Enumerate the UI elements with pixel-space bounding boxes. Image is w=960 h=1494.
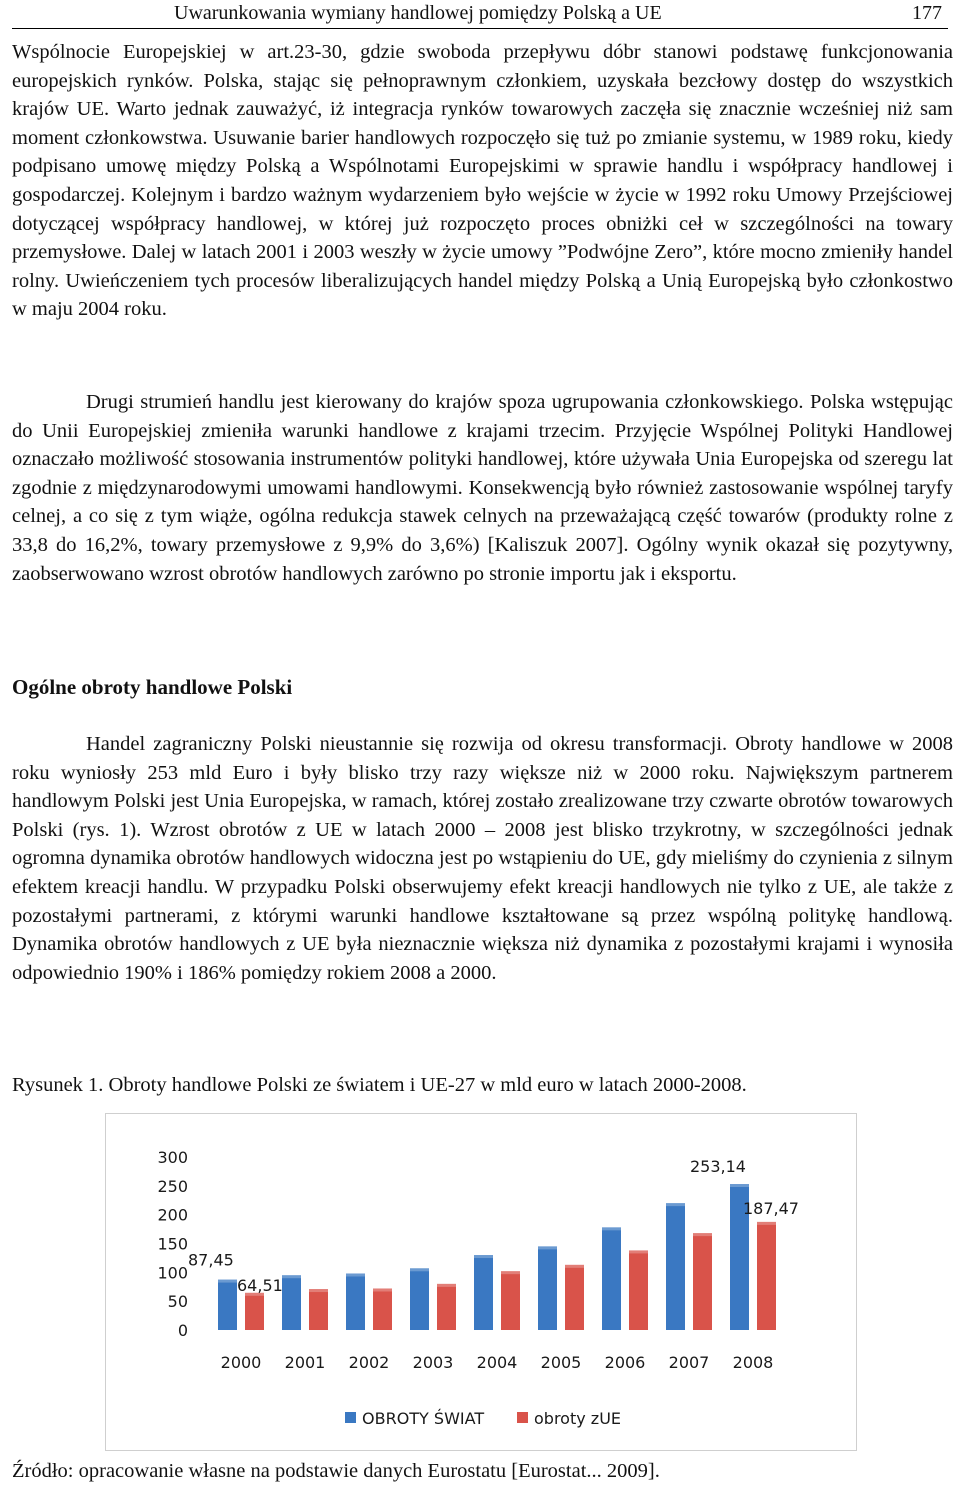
bar-world-2003	[410, 1268, 429, 1330]
bar-highlight-eu-2005	[565, 1265, 584, 1268]
legend-label-world: OBROTY ŚWIAT	[362, 1409, 485, 1428]
x-tick-label: 2003	[412, 1353, 454, 1372]
y-tick-label: 50	[167, 1292, 188, 1312]
bar-eu-2006	[629, 1250, 648, 1330]
bar-highlight-world-2005	[538, 1246, 557, 1249]
y-tick-label: 250	[157, 1176, 188, 1196]
bar-eu-2007	[693, 1233, 712, 1330]
bar-highlight-eu-2007	[693, 1233, 712, 1236]
bar-highlight-eu-2006	[629, 1250, 648, 1253]
bar-world-2000	[218, 1280, 237, 1330]
chart-canvas	[106, 1114, 856, 1450]
x-tick-label: 2004	[476, 1353, 518, 1372]
running-header	[12, 0, 948, 29]
bar-highlight-world-2000	[218, 1280, 237, 1283]
x-tick-label: 2001	[284, 1353, 326, 1372]
bar-highlight-eu-2002	[373, 1288, 392, 1291]
bar-highlight-eu-2004	[501, 1271, 520, 1274]
source-note: Źródło: opracowanie własne na podstawie danych Eurostatu [Eurostat... 2009].	[12, 1460, 660, 1482]
bar-highlight-world-2007	[666, 1203, 685, 1206]
x-tick-label: 2000	[220, 1353, 262, 1372]
data-label: 187,47	[743, 1198, 799, 1218]
x-tick-label: 2007	[668, 1353, 710, 1372]
paragraph-2: Drugi strumień handlu jest kierowany do krajów spoza ugrupowania członkowskiego. Polska wstępując do Unii Europejskiej zmieniła warunki handlowe z krajami trzecim. Przyjęcie Wspólnej Polityki Handlowej oznaczało możliwość stosowania instrumentów polityki handlowej, które używała Unia Europejska od szeregu lat zgodnie z międzynarodowymi umowami handlowymi. Konsekwencją było również zastosowanie wspólnej taryfy celnej, a co się z tym wiąże, ogólna redukcja stawek celnych na przeważającą część towarów (produkty rolne z 33,8 do 16,2%, towary przemysłowe z 9,9% do 3,6%) [Kaliszuk 2007]. Ogólny wynik okazał się pozytywny, zaobserwowano wzrost obrotów handlowych zarówno po stronie importu jak i eksportu.	[12, 391, 953, 585]
bar-world-2001	[282, 1275, 301, 1330]
data-label: 253,14	[690, 1157, 746, 1177]
y-tick-label: 200	[157, 1205, 188, 1225]
y-tick-label: 0	[177, 1321, 188, 1340]
bar-highlight-eu-2003	[437, 1284, 456, 1287]
paragraph-3: Handel zagraniczny Polski nieustannie się rozwija od okresu transformacji. Obroty handlowe w 2008 roku wyniosły 253 mld Euro i były blisko trzy razy większe niż w 2000 roku. Największym partnerem handlowym Polski jest Unia Europejska, w ramach, której zostało zrealizowane trzy czwarte obrotów towarowych Polski (rys. 1). Wzrost obrotów z UE w latach 2000 – 2008 jest blisko trzykrotny, w szczególności jednak ogromna dynamika obrotów handlowych widoczna jest po wstąpieniu do UE, gdy mieliśmy do czynienia z silnym efektem kreacji handlu. W przypadku Polski obserwujemy efekt kreacji handlowych nie tylko z UE, ale także z pozostałymi partnerami, z którymi warunki handlowe kształtowane są przez wspólną politykę handlową. Dynamika obrotów handlowych z UE była nieznacznie większa niż dynamika z pozostałymi krajami i wynosiła odpowiednio 190% i 186% pomiędzy rokiem 2008 a 2000.	[12, 733, 953, 984]
y-tick-label: 300	[157, 1148, 188, 1167]
running-title: Uwarunkowania wymiany handlowej pomiędzy Polską a UE	[174, 2, 662, 24]
bar-eu-2000	[245, 1293, 264, 1330]
bar-world-2006	[602, 1227, 621, 1330]
bar-eu-2008	[757, 1222, 776, 1330]
bar-eu-2004	[501, 1271, 520, 1330]
x-tick-label: 2008	[732, 1353, 774, 1372]
legend-swatch-eu	[517, 1412, 528, 1423]
x-tick-label: 2006	[604, 1353, 646, 1372]
data-label: 87,45	[188, 1250, 234, 1270]
bar-highlight-eu-2001	[309, 1289, 328, 1292]
bar-eu-2001	[309, 1289, 328, 1330]
y-tick-label: 150	[157, 1234, 188, 1254]
x-tick-label: 2005	[540, 1353, 582, 1372]
y-tick-label: 100	[157, 1263, 188, 1283]
bar-eu-2003	[437, 1284, 456, 1330]
bar-world-2007	[666, 1203, 685, 1330]
bar-highlight-world-2003	[410, 1268, 429, 1271]
bar-highlight-world-2001	[282, 1275, 301, 1278]
bar-eu-2005	[565, 1265, 584, 1330]
page-number: 177	[912, 2, 942, 24]
trade-bar-chart	[105, 1113, 857, 1451]
bar-eu-2002	[373, 1288, 392, 1330]
x-tick-label: 2002	[348, 1353, 390, 1372]
bar-world-2005	[538, 1246, 557, 1330]
bar-world-2004	[474, 1255, 493, 1330]
figure-caption: Rysunek 1. Obroty handlowe Polski ze światem i UE-27 w mld euro w latach 2000-2008.	[12, 1074, 747, 1096]
bar-highlight-world-2004	[474, 1255, 493, 1258]
section-heading: Ogólne obroty handlowe Polski	[12, 675, 293, 699]
bar-highlight-eu-2008	[757, 1222, 776, 1225]
data-label: 64,51	[237, 1275, 283, 1295]
bar-highlight-world-2006	[602, 1227, 621, 1230]
bar-highlight-world-2008	[730, 1184, 749, 1187]
paragraph-1: Wspólnocie Europejskiej w art.23-30, gdzie swoboda przepływu dóbr stanowi podstawę funkcjonowania europejskich rynków. Polska, stając się pełnoprawnym członkiem, uzyskała bezcłowy dostęp do wszystkich krajów UE. Warto jednak zauważyć, iż integracja rynków towarowych zaczęła się znacznie wcześniej niż sam moment członkowstwa. Usuwanie barier handlowych rozpoczęło się tuż po zmianie systemu, w 1989 roku, kiedy podpisano umowę między Polską a Wspólnotami Europejskimi w sprawie handlu i współpracy handlowej i gospodarczej. Kolejnym i bardzo ważnym wydarzeniem było wejście w życie w 1992 roku Umowy Przejściowej dotyczącej współpracy handlowej, w której już rozpoczęto proces obniżki ceł w szczególności na towary przemysłowe. Dalej w latach 2001 i 2003 weszły w życie umowy ”Podwójne Zero”, które mocno zmieniły handel rolny. Uwieńczeniem tych procesów liberalizujących handel między Polską a Unią Europejską było członkostwo w maju 2004 roku.	[12, 41, 953, 321]
bar-highlight-world-2002	[346, 1273, 365, 1276]
legend-swatch-world	[345, 1412, 356, 1423]
bar-world-2002	[346, 1273, 365, 1330]
legend-label-eu: obroty zUE	[534, 1409, 622, 1428]
